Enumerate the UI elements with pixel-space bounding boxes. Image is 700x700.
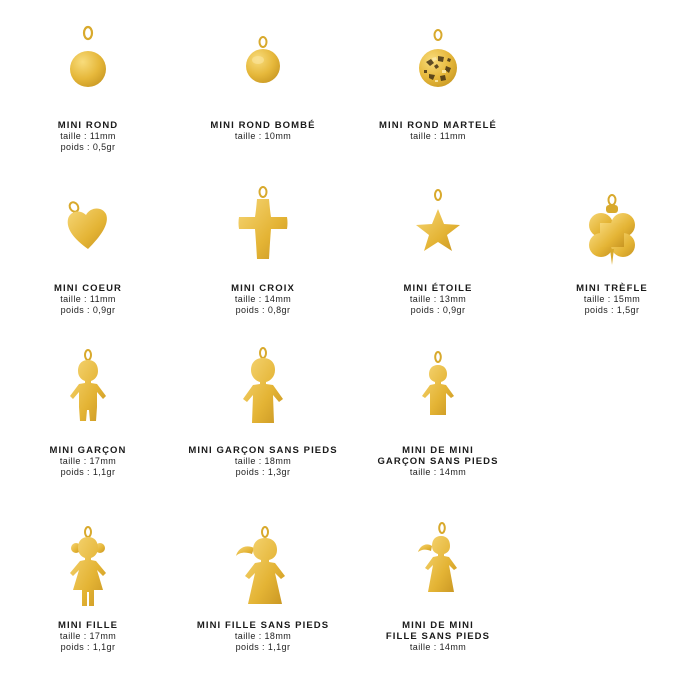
star-pendant-icon: [413, 189, 463, 259]
product-mini-rond[interactable]: [3, 0, 173, 160]
product-mini-croix[interactable]: [178, 175, 348, 335]
product-mini-fille[interactable]: [3, 520, 173, 690]
round-disc-pendant-icon: [68, 25, 108, 91]
product-name: MINI COEUR: [54, 283, 122, 294]
product-mini-rond-martele[interactable]: [353, 0, 523, 160]
girl-pendant-icon: [63, 526, 113, 612]
girl-no-feet-pendant-icon: [232, 526, 294, 610]
product-size: taille : 13mm: [409, 294, 467, 304]
product-size: taille : 11mm: [60, 131, 116, 141]
product-size: taille : 14mm: [409, 642, 467, 652]
product-mini-fille-sans-pieds[interactable]: [178, 520, 348, 690]
product-name-line2: GARÇON SANS PIEDS: [377, 456, 499, 467]
product-size: taille : 11mm: [410, 131, 466, 141]
clover-pendant-icon: [582, 193, 642, 269]
product-mini-coeur[interactable]: [3, 175, 173, 335]
product-size: taille : 17mm: [59, 631, 117, 641]
product-name-line2: FILLE SANS PIEDS: [385, 631, 491, 642]
product-mini-garcon-sans-pieds[interactable]: [178, 345, 348, 505]
product-weight: poids : 1,5gr: [584, 305, 640, 315]
product-name: MINI FILLE: [57, 620, 119, 631]
product-weight: poids : 1,3gr: [235, 467, 291, 477]
boy-pendant-icon: [66, 349, 110, 429]
product-mini-etoile[interactable]: [353, 175, 523, 335]
product-mini-de-mini-fille-sans-pieds[interactable]: [353, 520, 523, 690]
product-weight: poids : 0,5gr: [60, 142, 116, 152]
product-weight: poids : 1,1gr: [60, 642, 116, 652]
product-mini-garcon[interactable]: [3, 345, 173, 505]
tiny-girl-no-feet-pendant-icon: [412, 522, 464, 598]
product-size: taille : 11mm: [60, 294, 116, 304]
product-name: MINI ROND: [57, 120, 119, 131]
product-name: MINI CROIX: [231, 283, 295, 294]
cross-pendant-icon: [235, 185, 291, 263]
product-size: taille : 17mm: [59, 456, 117, 466]
product-name: MINI ÉTOILE: [403, 283, 473, 294]
tiny-boy-no-feet-pendant-icon: [418, 351, 458, 421]
product-weight: poids : 1,1gr: [60, 467, 116, 477]
product-name: MINI TRÈFLE: [576, 283, 648, 294]
product-name: MINI GARÇON: [49, 445, 127, 456]
boy-no-feet-pendant-icon: [238, 347, 288, 429]
product-size: taille : 14mm: [234, 294, 292, 304]
product-size: taille : 18mm: [234, 456, 292, 466]
product-name: MINI FILLE SANS PIEDS: [196, 620, 330, 631]
product-size: taille : 10mm: [234, 131, 292, 141]
product-mini-rond-bombe[interactable]: [178, 0, 348, 160]
product-weight: poids : 0,9gr: [60, 305, 116, 315]
hammered-round-pendant-icon: [416, 28, 460, 92]
domed-round-pendant-icon: [243, 36, 283, 88]
product-name: MINI ROND BOMBÉ: [210, 120, 316, 131]
product-mini-trefle[interactable]: [527, 175, 697, 335]
product-size: taille : 18mm: [234, 631, 292, 641]
product-size: taille : 14mm: [409, 467, 467, 477]
heart-pendant-icon: [60, 197, 116, 253]
product-mini-de-mini-garcon-sans-pieds[interactable]: [353, 345, 523, 505]
product-weight: poids : 0,8gr: [235, 305, 291, 315]
product-name: MINI GARÇON SANS PIEDS: [188, 445, 338, 456]
product-name: MINI DE MINI: [402, 620, 474, 631]
product-weight: poids : 0,9gr: [410, 305, 466, 315]
product-name: MINI DE MINI: [402, 445, 474, 456]
product-name: MINI ROND MARTELÉ: [379, 120, 497, 131]
product-size: taille : 15mm: [583, 294, 641, 304]
product-weight: poids : 1,1gr: [235, 642, 291, 652]
